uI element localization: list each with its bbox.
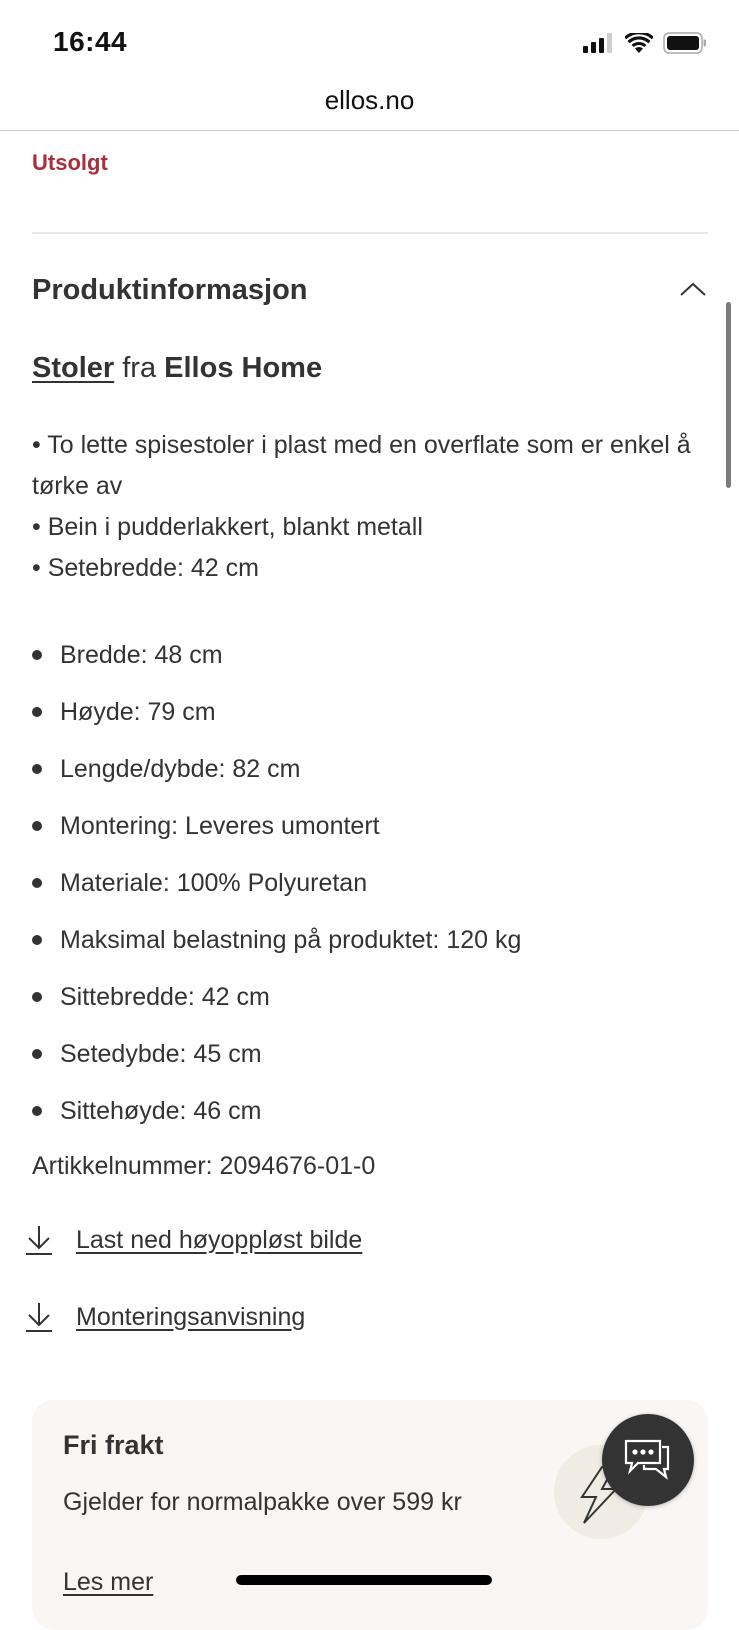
spec-text: Materiale: 100% Polyuretan: [60, 869, 368, 897]
spec-item: [32, 982, 521, 1039]
wifi-icon: [625, 33, 653, 53]
brand-line: [32, 352, 322, 385]
url-text: ellos.no: [324, 85, 415, 115]
status-time: 16:44: [53, 26, 128, 57]
spec-item: [32, 697, 521, 754]
spec-text: Setedybde: 45 cm: [60, 1040, 262, 1068]
spec-item: [32, 868, 521, 925]
article-number: Artikkelnummer: 2094676-01-0: [32, 1152, 376, 1180]
description-line: • Bein i pudderlakkert, blankt metall: [32, 513, 423, 541]
section-divider: [32, 232, 708, 234]
chat-button[interactable]: [602, 1414, 694, 1506]
sold-out-badge: Utsolgt: [32, 150, 108, 175]
spec-text: Bredde: 48 cm: [60, 641, 223, 669]
download-hires-label: Last ned høyoppløst bilde: [76, 1225, 363, 1254]
description-line: • To lette spisestoler i plast med en overflate som er enkel å tørke av: [32, 431, 691, 500]
status-bar: [0, 0, 739, 80]
spec-text: Maksimal belastning på produktet: 120 kg: [60, 926, 522, 954]
bullet-icon: [32, 935, 42, 945]
browser-url-bar[interactable]: [0, 80, 739, 131]
spec-text: Montering: Leveres umontert: [60, 812, 380, 840]
spec-list: [32, 640, 521, 1153]
free-shipping-card: [32, 1400, 708, 1630]
spec-text: Sittehøyde: 46 cm: [60, 1097, 262, 1125]
product-info-accordion-header[interactable]: [32, 270, 708, 310]
download-icon: [24, 1301, 54, 1333]
brand-name: Ellos Home: [164, 352, 323, 384]
spec-text: Lengde/dybde: 82 cm: [60, 755, 301, 783]
free-shipping-title: Fri frakt: [63, 1430, 164, 1460]
bullet-icon: [32, 878, 42, 888]
section-title: Produktinformasjon: [32, 273, 308, 306]
download-hires-image-link[interactable]: [24, 1224, 362, 1256]
description-line: • Setebredde: 42 cm: [32, 554, 259, 582]
spec-item: [32, 811, 521, 868]
battery-icon: [663, 32, 707, 54]
download-assembly-instructions-link[interactable]: [24, 1301, 305, 1333]
free-shipping-text: Gjelder for normalpakke over 599 kr: [63, 1488, 462, 1516]
spec-item: [32, 754, 521, 811]
product-description: [32, 425, 692, 589]
spec-item: [32, 1039, 521, 1096]
from-label: fra: [114, 352, 165, 384]
spec-item: [32, 1096, 521, 1153]
category-link[interactable]: Stoler: [32, 352, 115, 384]
download-assembly-label: Monteringsanvisning: [76, 1302, 306, 1331]
bullet-icon: [32, 992, 42, 1002]
spec-text: Høyde: 79 cm: [60, 698, 216, 726]
cellular-signal-icon: [583, 33, 615, 53]
download-icon: [24, 1224, 54, 1256]
chevron-up-icon[interactable]: [678, 280, 708, 300]
bullet-icon: [32, 707, 42, 717]
chat-bubbles-icon: [622, 1437, 674, 1483]
spec-item: [32, 925, 521, 982]
status-icons: [583, 32, 707, 54]
bullet-icon: [32, 764, 42, 774]
bullet-icon: [32, 650, 42, 660]
spec-item: [32, 640, 521, 697]
page-scrollbar[interactable]: [726, 302, 731, 488]
spec-text: Sittebredde: 42 cm: [60, 983, 270, 1011]
bullet-icon: [32, 821, 42, 831]
home-indicator[interactable]: [236, 1575, 492, 1585]
read-more-link[interactable]: Les mer: [63, 1568, 154, 1596]
bullet-icon: [32, 1049, 42, 1059]
bullet-icon: [32, 1106, 42, 1116]
